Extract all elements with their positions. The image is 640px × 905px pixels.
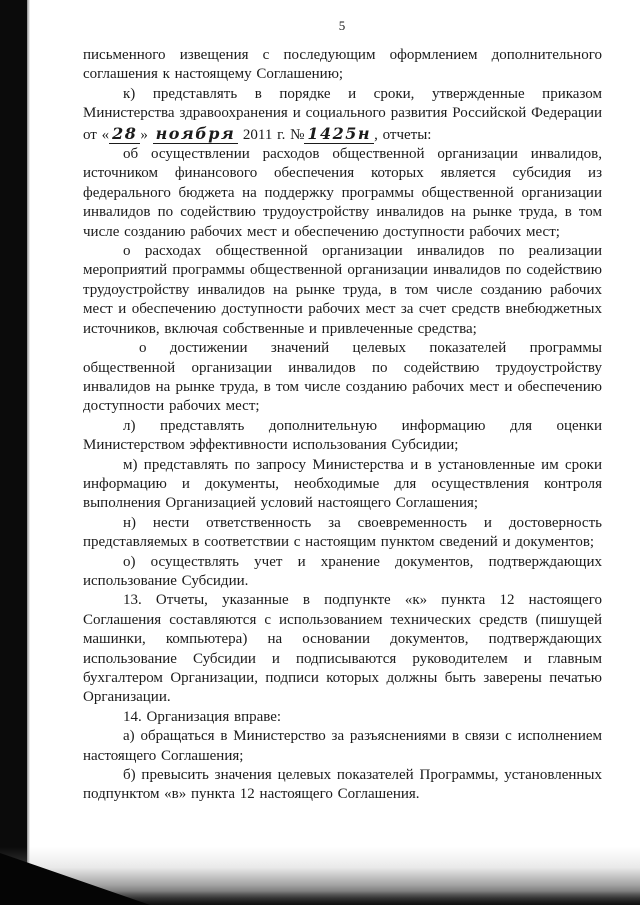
paragraph: л) представлять дополнительную информацию для оценки Министерством эффективности использования Субсидии;: [83, 417, 602, 454]
paragraph-subitem-k: [83, 85, 602, 145]
paragraph-text: , отчеты:: [374, 126, 432, 143]
scan-left-bar-shadow: [27, 0, 30, 905]
paragraph: 13. Отчеты, указанные в подпункте «к» пункта 12 настоящего Соглашения составляются с использованием технических средств (пишущей машинки, компьютера) на основании документов, подтверждающих использование Субсидии и подписываются руководителем и главным бухгалтером Организации, подписи которых должны быть заверены печатью Организации.: [83, 592, 602, 706]
paragraph: н) нести ответственность за своевременность и достоверность представляемых в соответствии с настоящим пунктом сведений и документов;: [83, 514, 602, 551]
paragraph: о достижении значений целевых показателей программы общественной организации инвалидов по содействию трудоустройству инвалидов на рынке труда, в том числе созданию рабочих мест и обеспечению доступности рабочих мест;: [83, 340, 602, 415]
scan-bottom-shadow: [0, 847, 640, 905]
paragraph: о расходах общественной организации инвалидов по реализации мероприятий программы общественной организации инвалидов по содействию трудоустройству инвалидов на рынке труда, в том числе созданию рабочих мест и обеспечению доступности рабочих мест за счет средств внебюджетных источников, включая собственные и привлеченные средства;: [83, 243, 602, 337]
paragraph: м) представлять по запросу Министерства и в установленные им сроки информацию и документы, необходимые для осуществления контроля выполнения Организацией условий настоящего Соглашения;: [83, 456, 602, 512]
paragraph: об осуществлении расходов общественной организации инвалидов, источником финансового обеспечения которых является субсидия из федерального бюджета на поддержку программы общественной организации инвалидов по содействию трудоустройству инвалидов на рынке труда, в том числе созданию рабочих мест и обеспечению доступности рабочих мест;: [83, 146, 602, 240]
paragraph: б) превысить значения целевых показателей Программы, установленных подпунктом «в» пункта 12 настоящего Соглашения.: [83, 767, 602, 803]
paragraph: о) осуществлять учет и хранение документов, подтверждающих использование Субсидии.: [83, 553, 602, 589]
paragraph-text: »: [140, 126, 153, 143]
paragraph: а) обращаться в Министерство за разъяснениями в связи с исполнением настоящего Соглашения;: [83, 728, 602, 764]
paragraph: письменного извещения с последующим оформлением дополнительного соглашения к настоящему Соглашению;: [83, 47, 602, 83]
page-number: 5: [338, 18, 347, 33]
scan-bottom-edge: [0, 891, 640, 905]
paragraph-text: к) представлять в порядке и сроки, утвержденные приказом Министерства здравоохранения и социального развития Российской Федерации от «: [83, 85, 602, 143]
paragraph-text: 2011 г. №: [238, 126, 305, 143]
paragraph: 14. Организация вправе:: [123, 708, 282, 725]
handwritten-day: 28: [109, 124, 140, 144]
document-page: [83, 18, 602, 805]
handwritten-order-number: 1425н: [304, 124, 374, 144]
scan-left-black-bar: [0, 0, 27, 905]
handwritten-month: ноября: [153, 124, 239, 144]
